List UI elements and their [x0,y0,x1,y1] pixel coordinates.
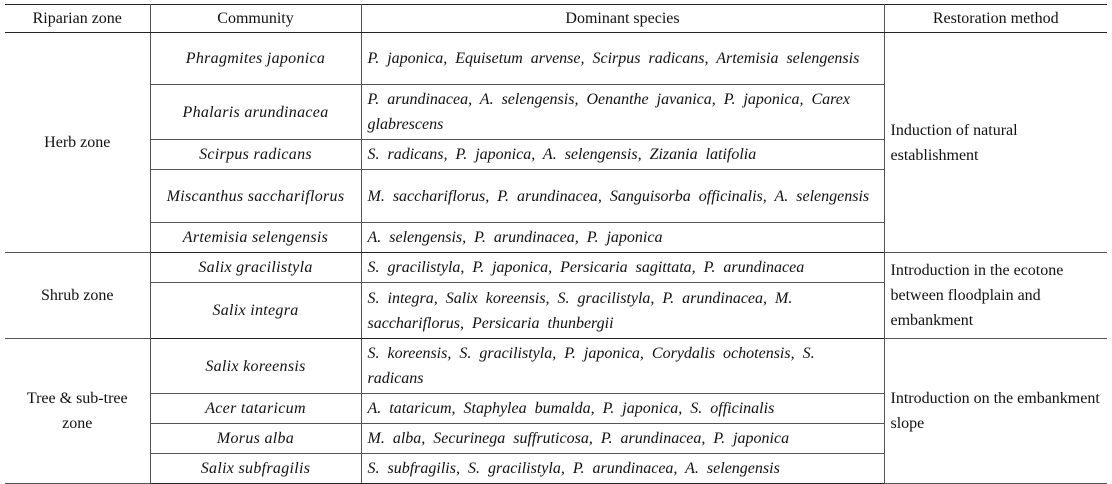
table-row [5,339,1107,394]
community-cell: Artemisia selengensis [150,223,361,253]
zone-herb: Herb zone [5,33,150,253]
species-cell: A. selengensis, P. arundinacea, P. japonica [361,223,884,253]
species-cell: P. arundinacea, A. selengensis, Oenanthe javanica, P. japonica, Carex glabrescens [361,85,884,140]
community-cell: Salix subfragilis [150,454,361,484]
community-cell: Salix gracilistyla [150,253,361,283]
species-cell: S. gracilistyla, P. japonica, Persicaria sagittata, P. arundinacea [361,253,884,283]
species-cell: M. sacchariflorus, P. arundinacea, Sanguisorba officinalis, A. selengensis [361,170,884,223]
community-cell: Miscanthus sacchariflorus [150,170,361,223]
species-cell: S. integra, Salix koreensis, S. gracilistyla, P. arundinacea, M. sacchariflorus, Persicaria thunbergii [361,283,884,339]
header-community: Community [150,5,361,33]
species-cell: S. koreensis, S. gracilistyla, P. japonica, Corydalis ochotensis, S. radicans [361,339,884,394]
species-cell: S. subfragilis, S. gracilistyla, P. arundinacea, A. selengensis [361,454,884,484]
method-herb: Induction of natural establishment [884,33,1107,253]
table-row [5,33,1107,85]
species-cell: P. japonica, Equisetum arvense, Scirpus radicans, Artemisia selengensis [361,33,884,85]
community-cell: Phragmites japonica [150,33,361,85]
method-tree: Introduction on the embankment slope [884,339,1107,484]
community-cell: Acer tataricum [150,394,361,424]
header-restoration-method: Restoration method [884,5,1107,33]
species-cell: A. tataricum, Staphylea bumalda, P. japonica, S. officinalis [361,394,884,424]
community-cell: Salix koreensis [150,339,361,394]
community-cell: Salix integra [150,283,361,339]
zone-shrub: Shrub zone [5,253,150,339]
method-shrub: Introduction in the ecotone between floodplain and embankment [884,253,1107,339]
riparian-vegetation-table [5,4,1107,484]
species-cell: M. alba, Securinega suffruticosa, P. arundinacea, P. japonica [361,424,884,454]
species-cell: S. radicans, P. japonica, A. selengensis, Zizania latifolia [361,140,884,170]
header-dominant-species: Dominant species [361,5,884,33]
community-cell: Morus alba [150,424,361,454]
zone-tree: Tree & sub-tree zone [5,339,150,484]
header-row [5,5,1107,33]
table-row [5,253,1107,283]
community-cell: Phalaris arundinacea [150,85,361,140]
header-riparian-zone: Riparian zone [5,5,150,33]
community-cell: Scirpus radicans [150,140,361,170]
